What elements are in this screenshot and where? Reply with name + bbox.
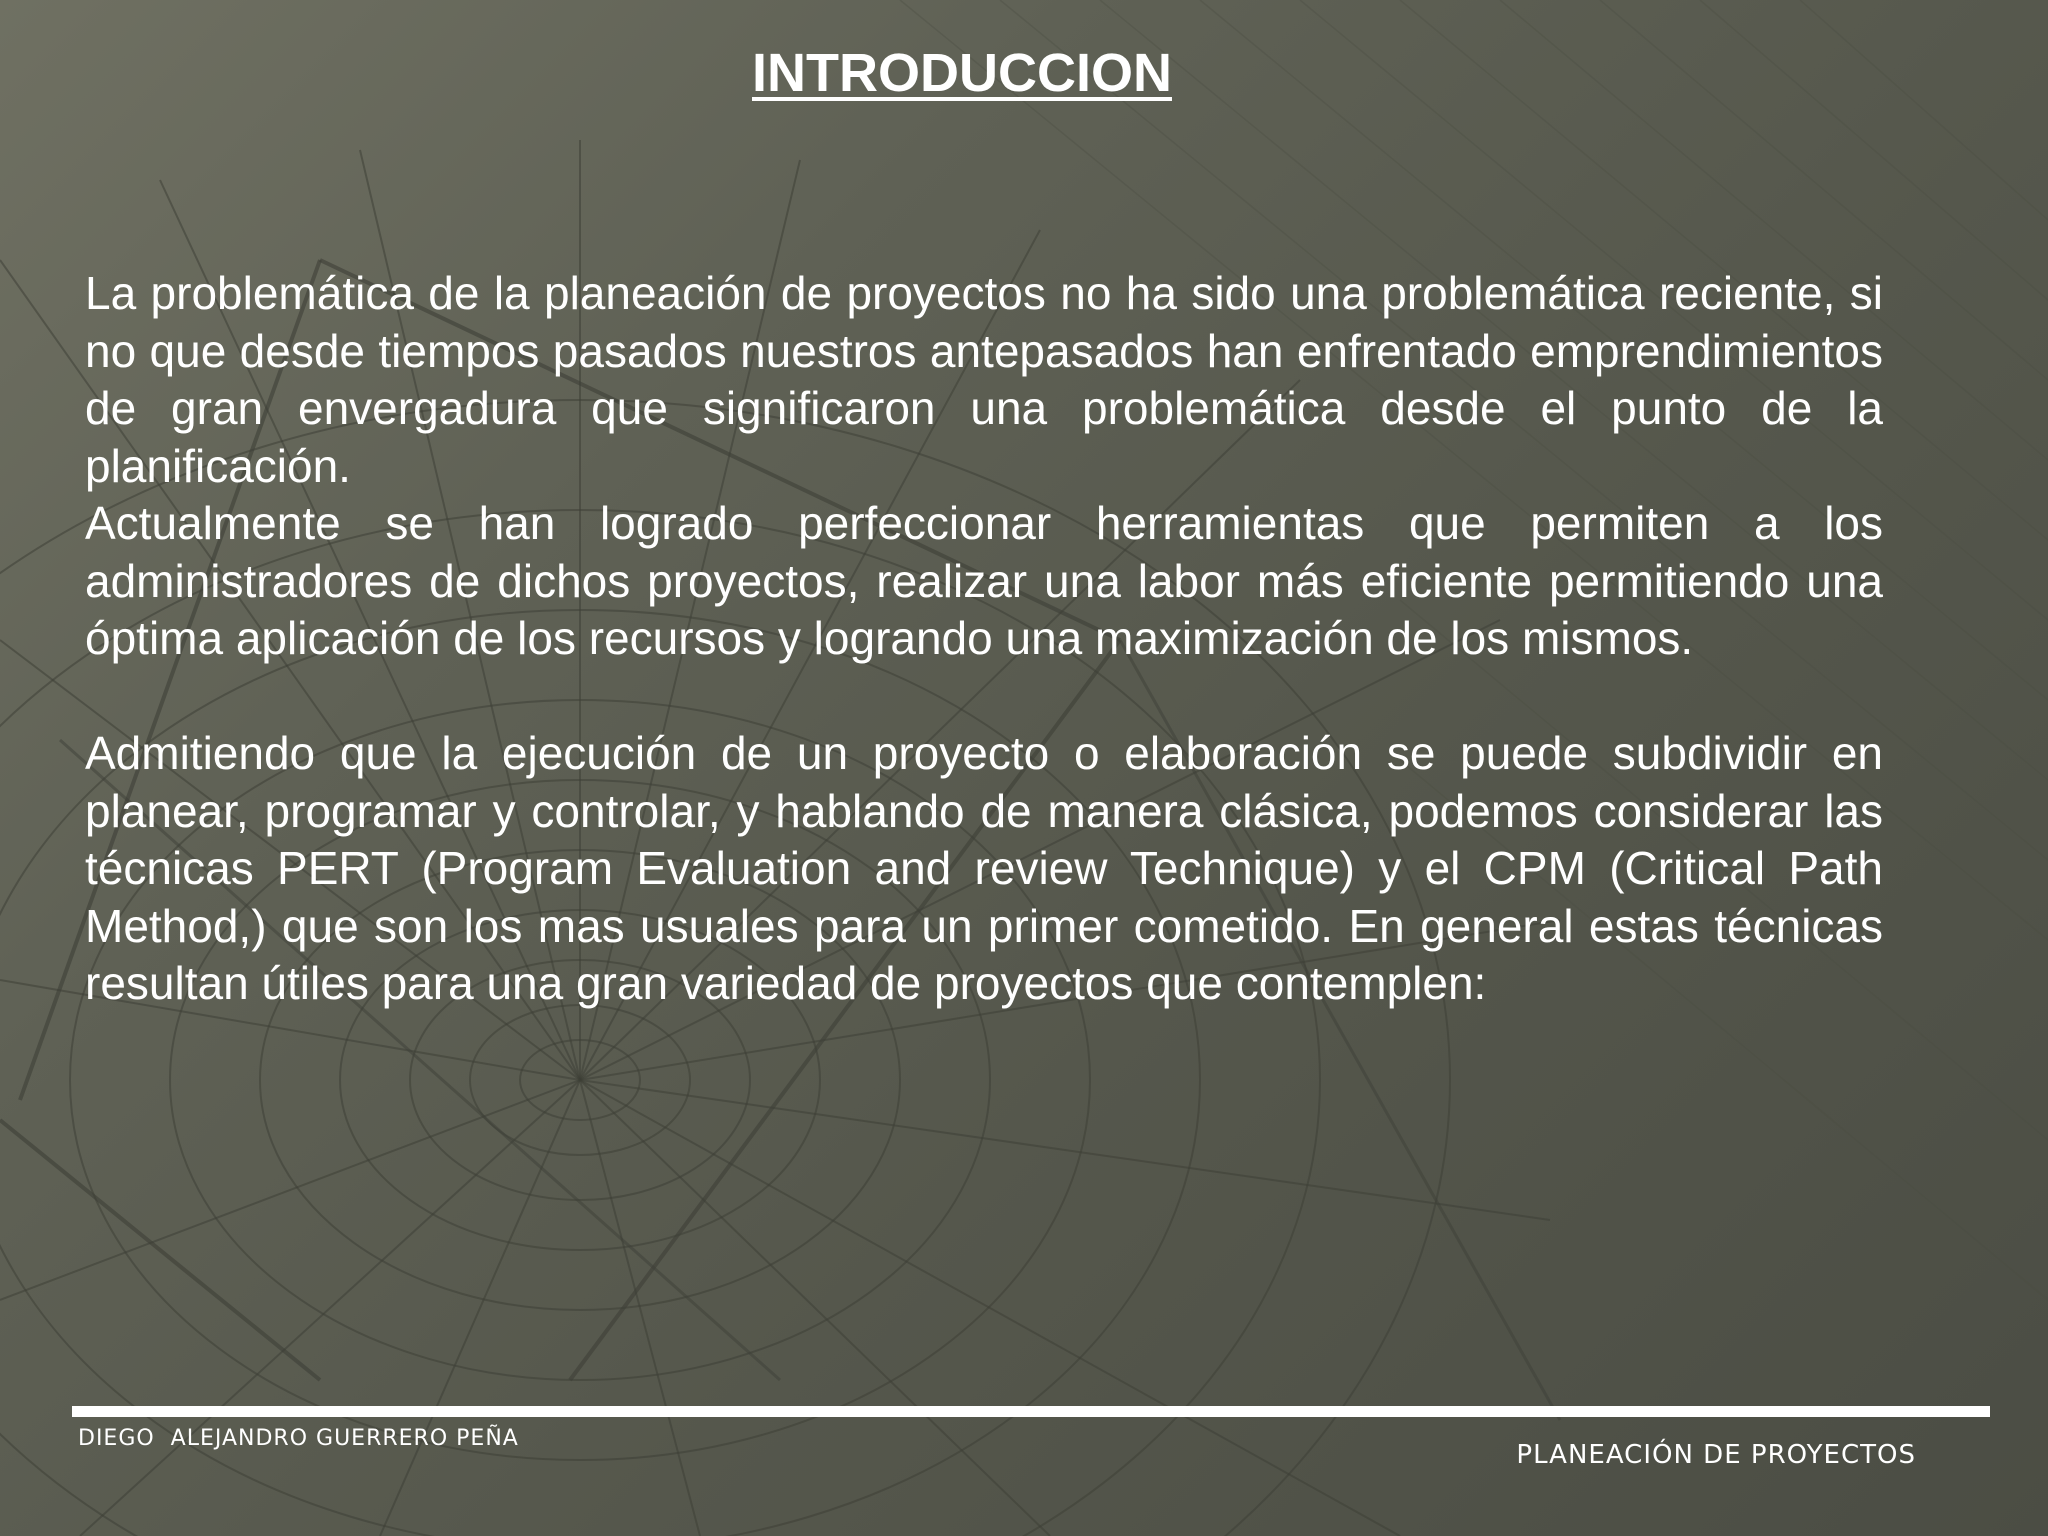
paragraph-3: Admitiendo que la ejecución de un proyecto o elaboración se puede subdividir en planear, programar y controlar, y hablando de manera clásica, podemos considerar las técnicas PERT (Program Evaluation and review Technique) y el CPM (Critical Path Method,) que son los mas usuales para un primer cometido. En general estas técnicas resultan útiles para una gran variedad de proyectos que contemplen: [85,727,1883,1009]
paragraph-spacer [85,668,1883,726]
slide-body [85,265,1883,1013]
footer-author: DIEGO ALEJANDRO GUERRERO PEÑA [78,1426,519,1451]
footer-divider [72,1406,1990,1417]
slide-title: INTRODUCCION [752,43,1172,103]
paragraph-1: La problemática de la planeación de proyectos no ha sido una problemática reciente, si no que desde tiempos pasados nuestros antepasados han enfrentado emprendimientos de gran envergadura que significaron una problemática desde el punto de la planificación. [85,267,1883,492]
paragraph-2: Actualmente se han logrado perfeccionar herramientas que permiten a los administradores de dichos proyectos, realizar una labor más eficiente permitiendo una óptima aplicación de los recursos y logrando una maximización de los mismos. [85,497,1883,664]
footer-course: PLANEACIÓN DE PROYECTOS [1516,1440,1916,1470]
